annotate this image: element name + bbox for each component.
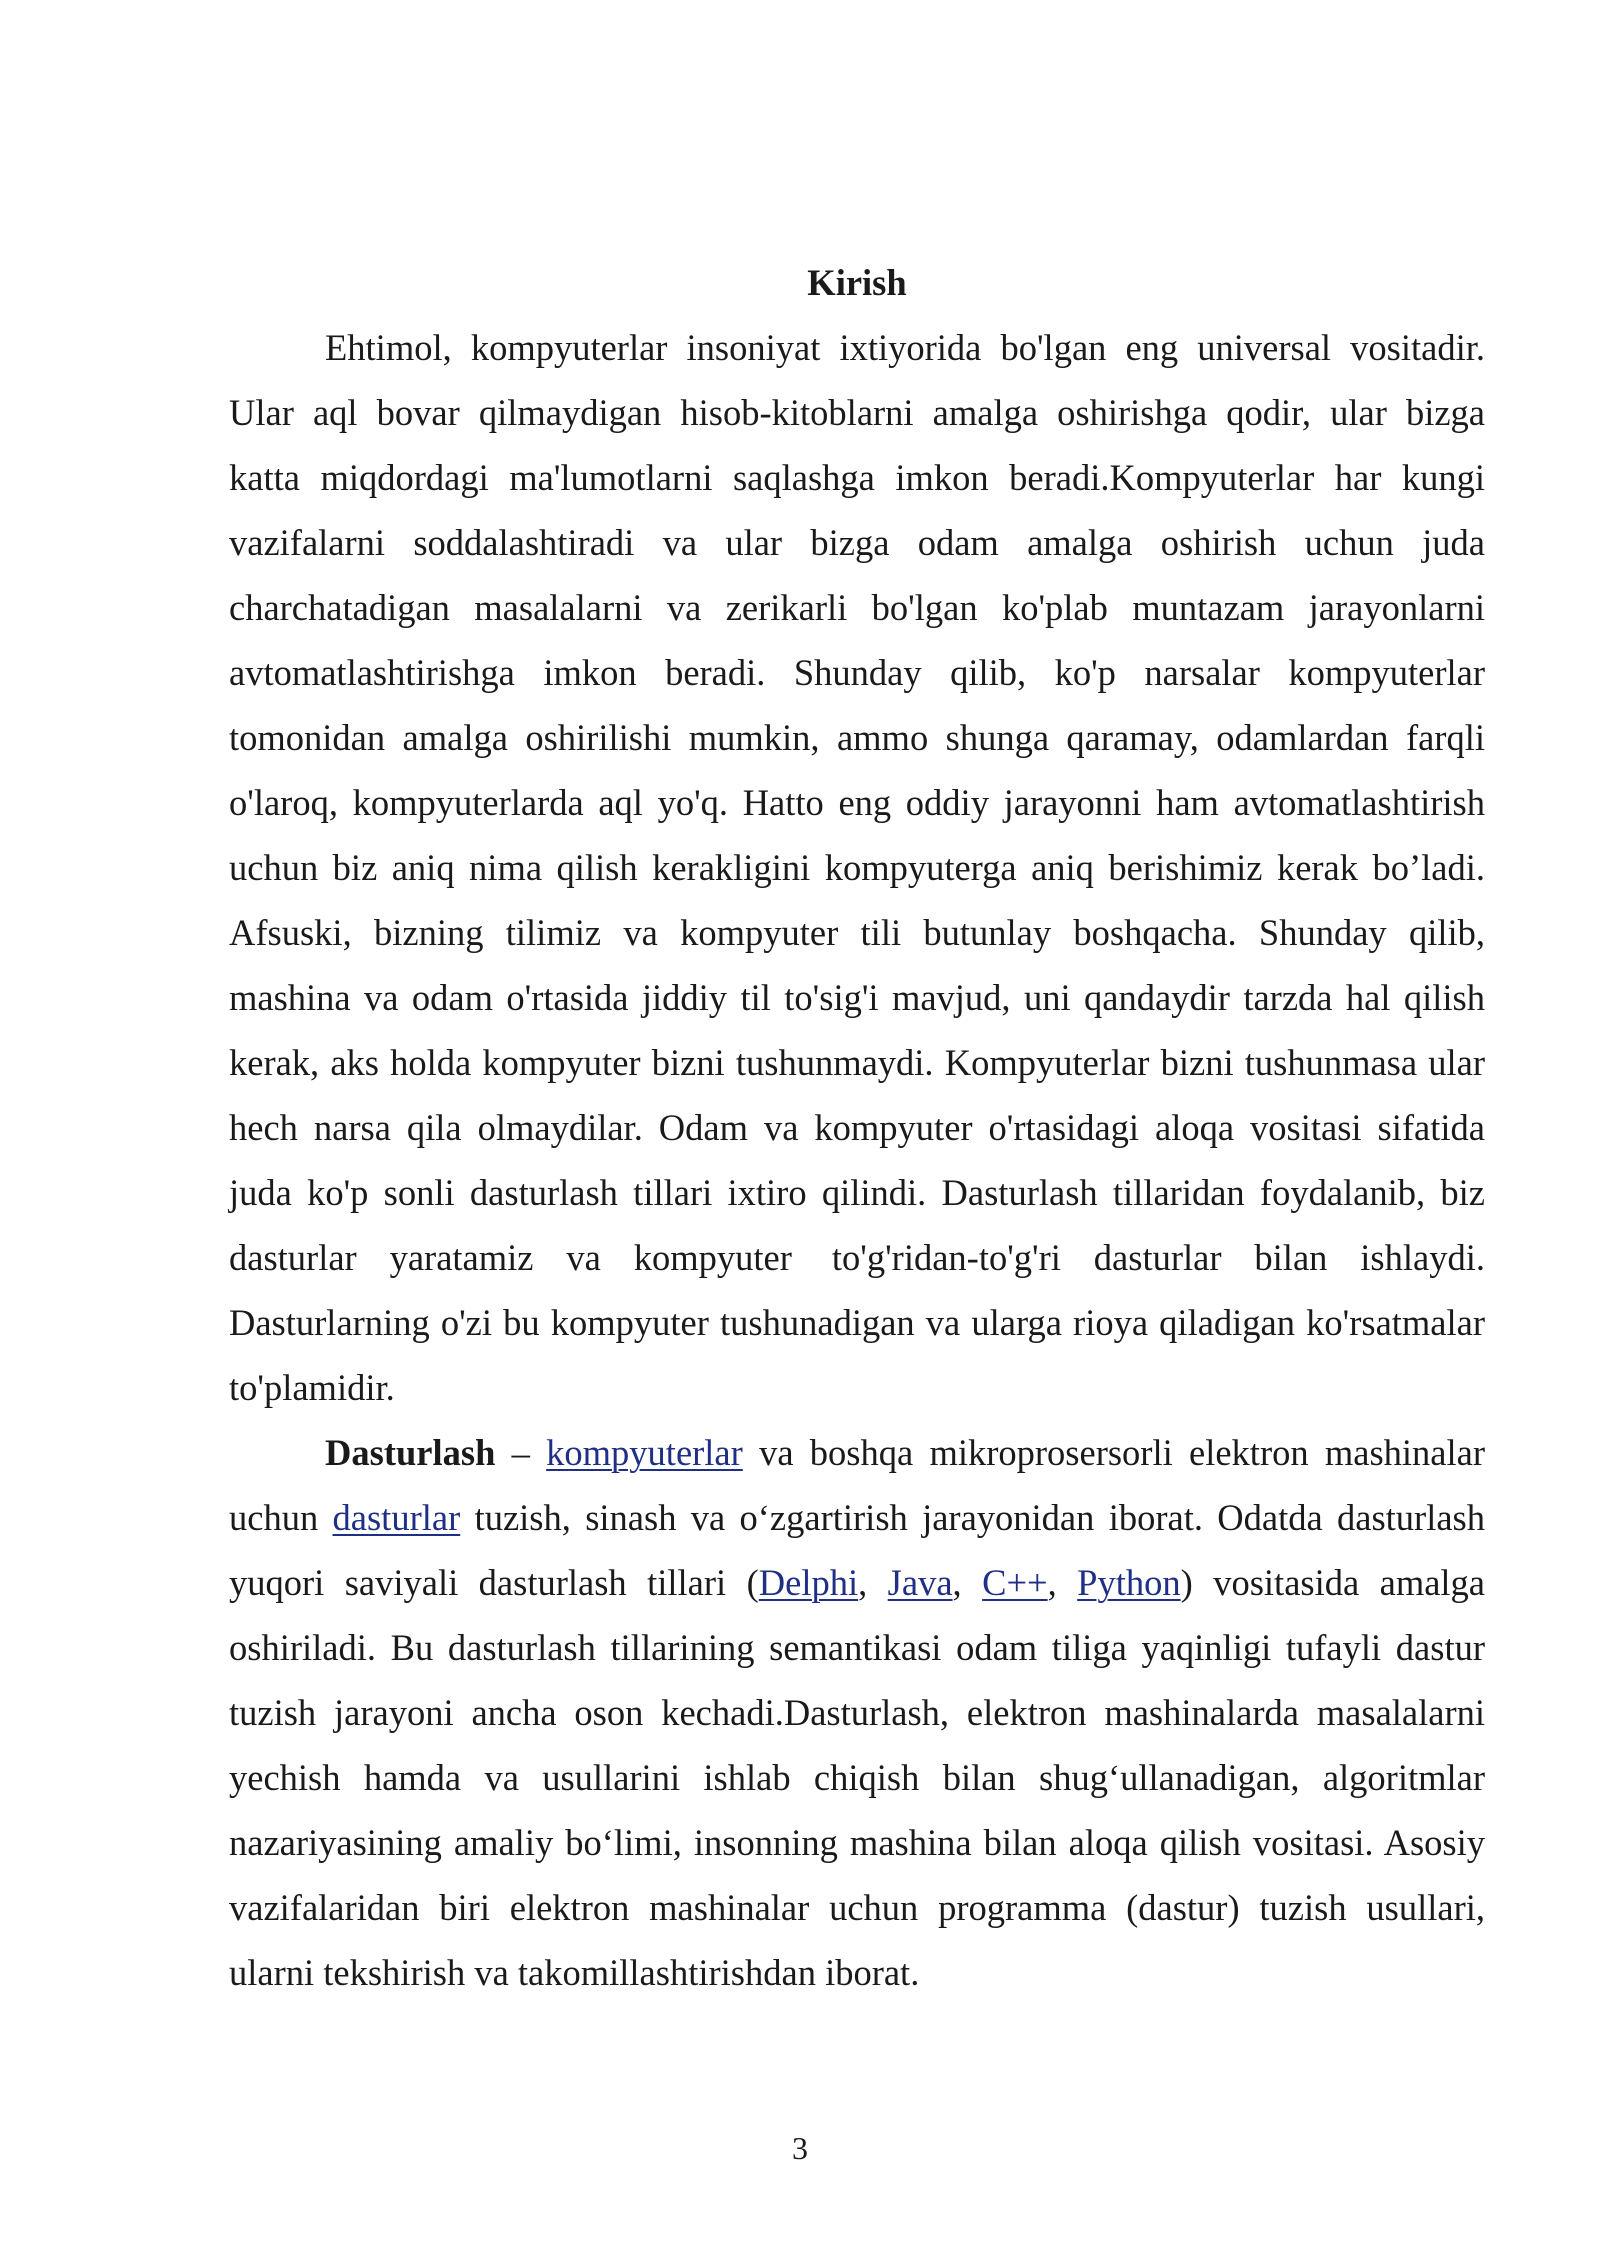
- link-dasturlar[interactable]: dasturlar: [332, 1497, 461, 1538]
- page-number: 3: [792, 2130, 808, 2166]
- text-line: tomonidan amalga oshirilishi mumkin, ammo shunga qaramay, odamlardan farqli: [229, 717, 1485, 758]
- text-line: ularni tekshirish va takomillashtirishdan iborat.: [229, 1952, 920, 1993]
- text-segment: ) vositasida amalga: [1180, 1562, 1486, 1603]
- text-line: yechish hamda va usullarini ishlab chiqish bilan shug‘ullanadigan, algoritmlar: [229, 1757, 1485, 1798]
- text-line: katta miqdordagi ma'lumotlarni saqlashga imkon beradi.Kompyuterlar har kungi: [229, 457, 1485, 498]
- text-segment: uchun: [229, 1497, 333, 1538]
- text-segment: dasturlar yaratamiz va kompyuter: [229, 1237, 792, 1278]
- text-line: Ehtimol, kompyuterlar insoniyat ixtiyorida bo'lgan eng universal vositadir.: [325, 327, 1485, 368]
- page-content: [229, 250, 1485, 2005]
- text-line: avtomatlashtirishga imkon beradi. Shunday qilib, ko'p narsalar kompyuterlar: [229, 652, 1485, 693]
- separator: ,: [858, 1562, 888, 1603]
- dash: –: [495, 1432, 547, 1473]
- separator: ,: [952, 1562, 983, 1603]
- text-line: uchun biz aniq nima qilish kerakligini kompyuterga aniq berishimiz kerak bo’ladi.: [229, 847, 1485, 888]
- text-line: to'plamidir.: [229, 1367, 395, 1408]
- text-line: [229, 1225, 1485, 1290]
- text-line: kerak, aks holda kompyuter bizni tushunmaydi. Kompyuterlar bizni tushunmasa ular: [229, 1042, 1485, 1083]
- text-segment: yuqori saviyali dasturlash tillari (: [229, 1562, 759, 1603]
- text-line: oshiriladi. Bu dasturlash tillarining semantikasi odam tiliga yaqinligi tufayli dastur: [229, 1627, 1485, 1668]
- paragraph-introduction: [229, 315, 1485, 1420]
- text-line: hech narsa qila olmaydilar. Odam va kompyuter o'rtasidagi aloqa vositasi sifatida: [229, 1107, 1485, 1148]
- text-line: Ular aql bovar qilmaydigan hisob-kitoblarni amalga oshirishga qodir, ular bizga: [229, 392, 1485, 433]
- page-title: Kirish: [807, 262, 907, 303]
- text-line: [229, 1420, 1485, 1485]
- paragraph-dasturlash: [229, 1420, 1485, 2005]
- text-line: [229, 1485, 1485, 1550]
- text-line: o'laroq, kompyuterlarda aql yo'q. Hatto eng oddiy jarayonni ham avtomatlashtirish: [229, 782, 1485, 823]
- text-line: tuzish jarayoni ancha oson kechadi.Dasturlash, elektron mashinalarda masalalarni: [229, 1692, 1485, 1733]
- text-line: vazifalarni soddalashtiradi va ular bizga odam amalga oshirish uchun juda: [229, 522, 1485, 563]
- text-segment: va boshqa mikroprosersorli elektron mashinalar: [742, 1432, 1485, 1473]
- term-dasturlash: Dasturlash: [325, 1432, 496, 1473]
- text-segment: tuzish, sinash va o‘zgartirish jarayonidan iborat. Odatda dasturlash: [460, 1497, 1486, 1538]
- text-line: [229, 1550, 1485, 1615]
- text-line: vazifalaridan biri elektron mashinalar uchun programma (dastur) tuzish usullari,: [229, 1887, 1485, 1928]
- link-delphi[interactable]: Delphi: [758, 1562, 859, 1603]
- text-line: juda ko'p sonli dasturlash tillari ixtiro qilindi. Dasturlash tillaridan foydalanib, biz: [229, 1172, 1485, 1213]
- text-segment: to'g'ridan-to'g'ri dasturlar bilan ishlaydi.: [831, 1237, 1485, 1278]
- link-python[interactable]: Python: [1077, 1562, 1181, 1603]
- text-line: Dasturlarning o'zi bu kompyuter tushunadigan va ularga rioya qiladigan ko'rsatmalar: [229, 1302, 1485, 1343]
- link-kompyuterlar[interactable]: kompyuterlar: [546, 1432, 743, 1473]
- text-line: charchatadigan masalalarni va zerikarli bo'lgan ko'plab muntazam jarayonlarni: [229, 587, 1485, 628]
- text-line: Afsuski, bizning tilimiz va kompyuter tili butunlay boshqacha. Shunday qilib,: [229, 912, 1485, 953]
- link-java[interactable]: Java: [887, 1562, 953, 1603]
- link-cpp[interactable]: C++: [982, 1562, 1048, 1603]
- text-line: mashina va odam o'rtasida jiddiy til to'sig'i mavjud, uni qandaydir tarzda hal qilish: [229, 977, 1485, 1018]
- text-line: nazariyasining amaliy bo‘limi, insonning mashina bilan aloqa qilish vositasi. Asosiy: [229, 1822, 1485, 1863]
- separator: ,: [1047, 1562, 1078, 1603]
